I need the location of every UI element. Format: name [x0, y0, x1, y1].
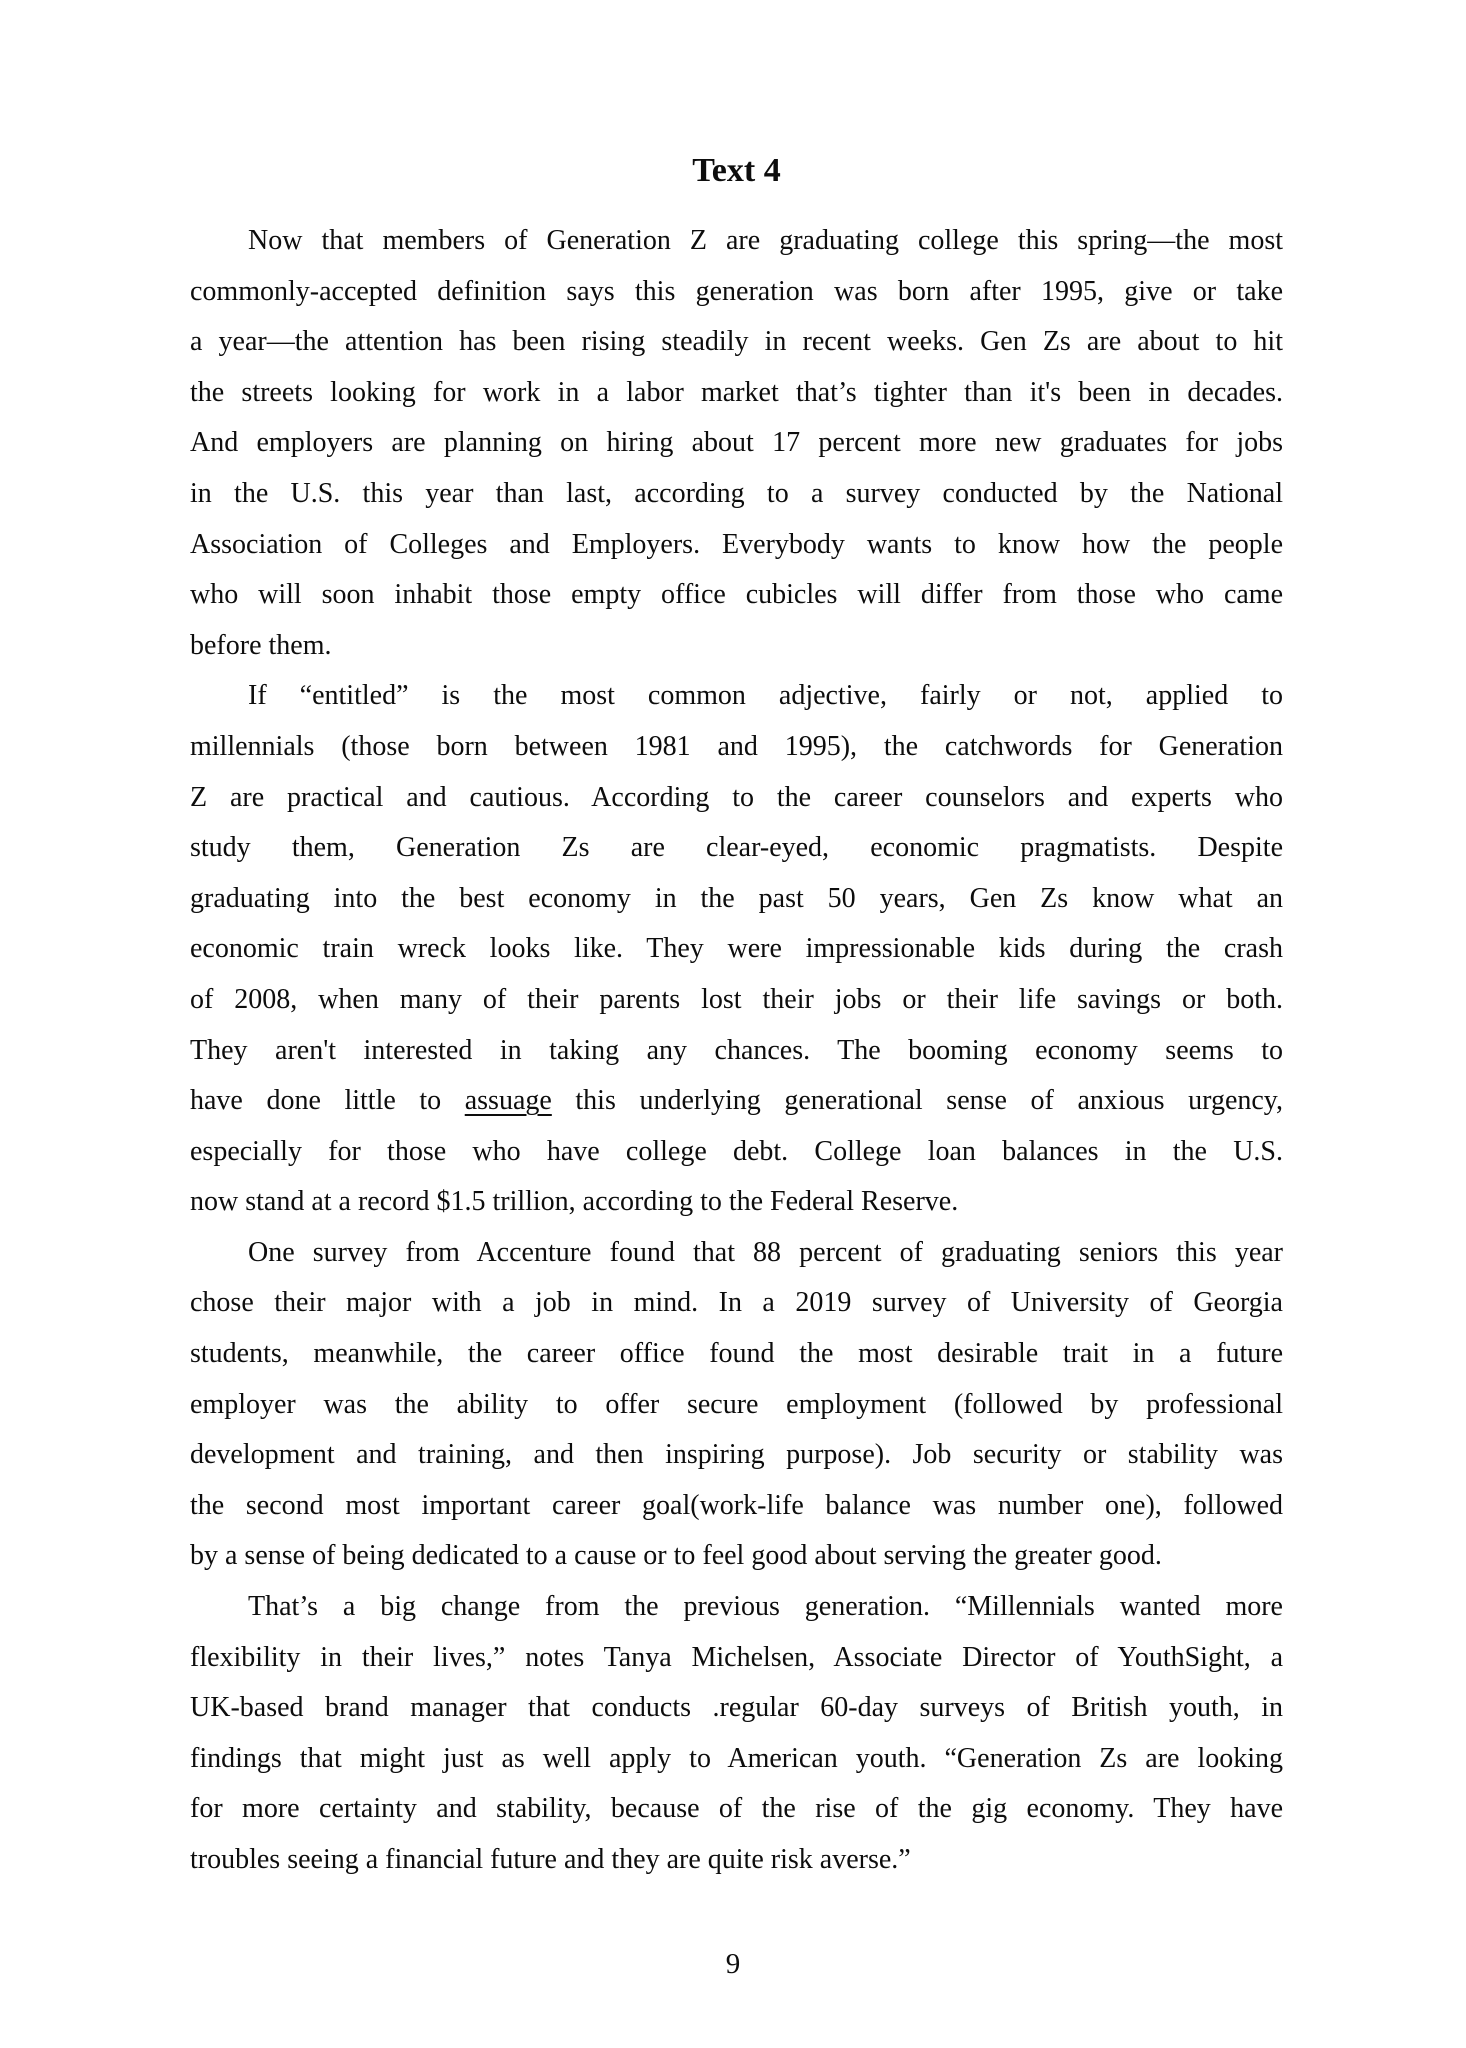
text-line: millennials (those born between 1981 and 1995), the catchwords for Generation [190, 730, 1283, 762]
page-number: 9 [725, 1948, 741, 1980]
text-line: One survey from Accenture found that 88 percent of graduating seniors this year [248, 1236, 1283, 1268]
text-line: graduating into the best economy in the past 50 years, Gen Zs know what an [190, 882, 1283, 914]
text-line: the streets looking for work in a labor market that’s tighter than it's been in decades. [190, 376, 1283, 408]
text-line: in the U.S. this year than last, according to a survey conducted by the National [190, 477, 1283, 509]
paragraph [190, 1228, 1283, 1582]
text-line: for more certainty and stability, because of the rise of the gig economy. They have [190, 1793, 1283, 1825]
text-line: who will soon inhabit those empty office cubicles will differ from those who came [190, 579, 1283, 611]
passage-title: Text 4 [692, 152, 781, 189]
text-line [190, 1076, 1283, 1127]
text-line: troubles seeing a financial future and they are quite risk averse.” [190, 1844, 911, 1875]
paragraph [190, 1582, 1283, 1886]
text-line: flexibility in their lives,” notes Tanya Michelsen, Associate Director of YouthSight, a [190, 1641, 1283, 1673]
text-line: a year—the attention has been rising steadily in recent weeks. Gen Zs are about to hit [190, 326, 1283, 358]
text-line: They aren't interested in taking any chances. The booming economy seems to [190, 1034, 1283, 1066]
text-line: If “entitled” is the most common adjective, fairly or not, applied to [248, 680, 1283, 712]
text-line: And employers are planning on hiring about 17 percent more new graduates for jobs [190, 427, 1283, 459]
text-line: commonly-accepted definition says this generation was born after 1995, give or take [190, 275, 1283, 307]
text-line: UK-based brand manager that conducts .regular 60-day surveys of British youth, in [190, 1692, 1283, 1724]
text-line: employer was the ability to offer secure employment (followed by professional [190, 1388, 1283, 1420]
text-line: the second most important career goal(work-life balance was number one), followed [190, 1489, 1283, 1521]
text-line: Now that members of Generation Z are graduating college this spring—the most [248, 225, 1283, 256]
underlined-word: assuage [464, 1085, 552, 1117]
paragraph [190, 671, 1283, 1228]
text-line: That’s a big change from the previous generation. “Millennials wanted more [248, 1591, 1283, 1623]
text-line: before them. [190, 629, 332, 661]
paragraph [190, 216, 1283, 671]
text-line: Z are practical and cautious. According to the career counselors and experts who [190, 781, 1283, 813]
text-line: study them, Generation Zs are clear-eyed, economic pragmatists. Despite [190, 832, 1283, 864]
text-line: findings that might just as well apply to American youth. “Generation Zs are looking [190, 1742, 1283, 1774]
text-line: chose their major with a job in mind. In a 2019 survey of University of Georgia [190, 1287, 1283, 1319]
text-line: of 2008, when many of their parents lost their jobs or their life savings or both. [190, 983, 1283, 1015]
text-line: especially for those who have college debt. College loan balances in the U.S. [190, 1135, 1283, 1167]
text-line: by a sense of being dedicated to a cause or to feel good about serving the greater good. [190, 1540, 1162, 1572]
text-line: economic train wreck looks like. They were impressionable kids during the crash [190, 933, 1283, 965]
passage-body [190, 216, 1283, 1886]
text-line: students, meanwhile, the career office found the most desirable trait in a future [190, 1338, 1283, 1370]
text-line: Association of Colleges and Employers. Everybody wants to know how the people [190, 528, 1283, 560]
text-segment: this underlying generational sense of anxious urgency, [551, 1085, 1283, 1117]
text-line: development and training, and then inspiring purpose). Job security or stability was [190, 1439, 1283, 1471]
text-line: now stand at a record $1.5 trillion, according to the Federal Reserve. [190, 1186, 959, 1218]
text-segment: have done little to [190, 1085, 465, 1117]
